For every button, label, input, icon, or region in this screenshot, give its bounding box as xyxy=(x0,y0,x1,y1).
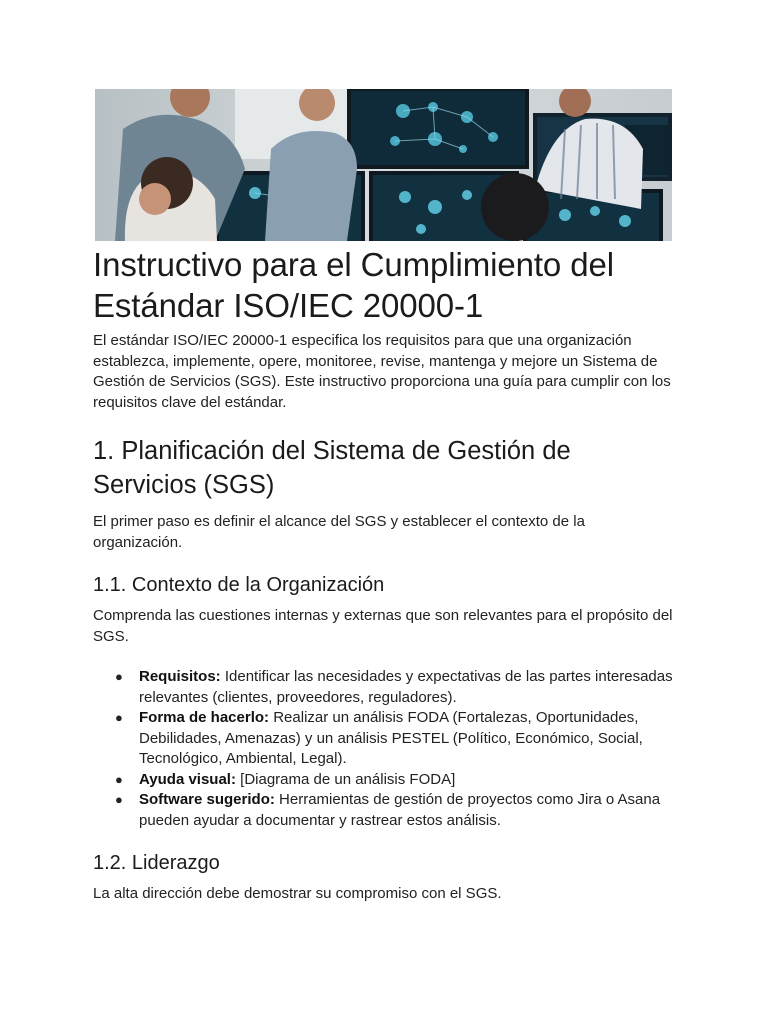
section-1-2-heading: 1.2. Liderazgo xyxy=(93,852,220,874)
list-item xyxy=(93,708,678,770)
section-1-heading: 1. Planificación del Sistema de Gestión de Servicios (SGS) xyxy=(93,437,571,499)
section-1-text: El primer paso es definir el alcance del SGS y establecer el contexto de la organización. xyxy=(93,513,585,551)
section-1-2-text: La alta dirección debe demostrar su compromiso con el SGS. xyxy=(93,885,502,902)
bullet-icon: ● xyxy=(115,771,123,787)
list-item-text: Herramientas de gestión de proyectos como Jira o Asana pueden ayudar a documentar y rastrear estos análisis. xyxy=(139,791,661,829)
list-item-label: Requisitos: xyxy=(139,668,221,685)
bullet-icon: ● xyxy=(115,792,123,807)
list-item-text: Realizar un análisis FODA (Fortalezas, Oportunidades, Debilidades, Amenazas) y un análisis PESTEL (Político, Económico, Social, Tecnológico, Ambiental, Legal). xyxy=(139,709,643,767)
bullet-icon: ● xyxy=(115,669,123,684)
intro-paragraph: El estándar ISO/IEC 20000-1 especifica los requisitos para que una organización establezca, implemente, opere, monitoree, revise, mantenga y mejore un Sistema de Gestión de Servicios (SGS). Este instructivo proporciona una guía para cumplir con los requisitos clave del estándar. xyxy=(93,332,671,411)
section-1-1-text: Comprenda las cuestiones internas y externas que son relevantes para el propósito del SGS. xyxy=(93,607,673,645)
list-item-label: Ayuda visual: xyxy=(139,770,236,788)
bullet-icon: ● xyxy=(115,710,123,725)
list-item xyxy=(93,770,678,791)
requirements-list xyxy=(93,667,678,831)
list-item-label: Software sugerido: xyxy=(139,791,275,808)
document-title: Instructivo para el Cumplimiento del Estándar ISO/IEC 20000-1 xyxy=(93,246,614,324)
list-item xyxy=(93,790,678,831)
hero-image xyxy=(95,89,672,241)
list-item-text: [Diagrama de un análisis FODA] xyxy=(240,770,456,788)
list-item-text: Identificar las necesidades y expectativas de las partes interesadas relevantes (clientes, proveedores, reguladores). xyxy=(139,668,673,706)
list-item xyxy=(93,667,678,708)
document-body xyxy=(93,244,678,905)
team-monitoring-dashboards-photo xyxy=(95,89,672,241)
section-1-1-heading: 1.1. Contexto de la Organización xyxy=(93,574,385,596)
list-item-label: Forma de hacerlo: xyxy=(139,709,270,726)
